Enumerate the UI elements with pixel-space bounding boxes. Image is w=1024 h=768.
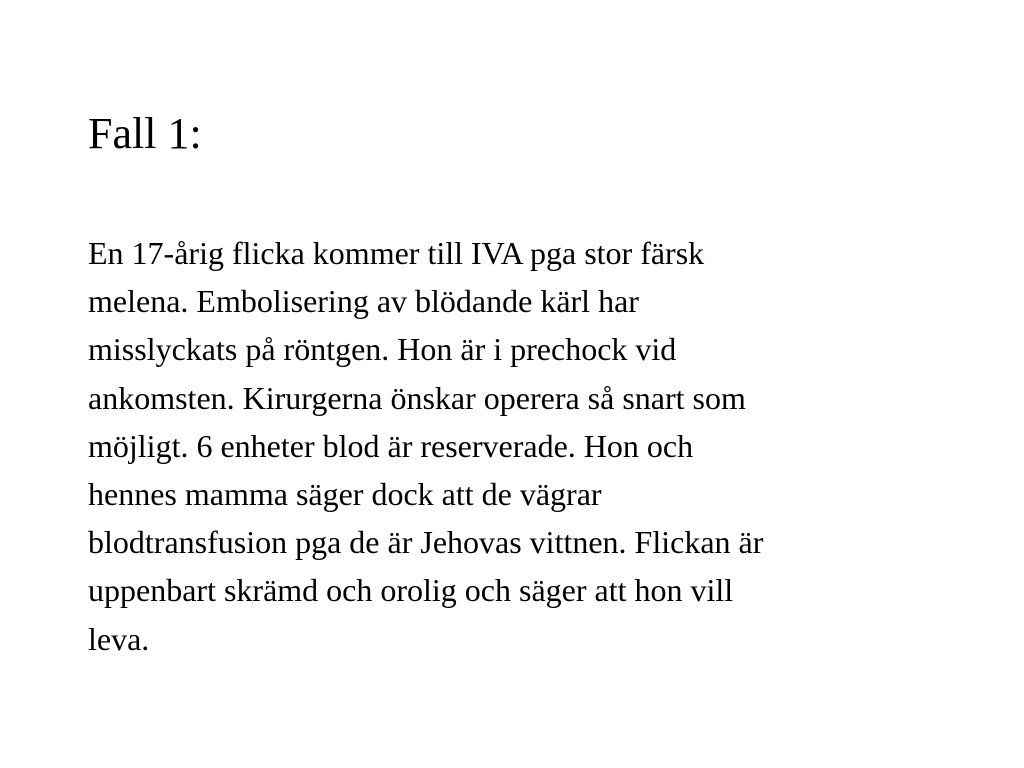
body-line: möjligt. 6 enheter blod är reserverade. Hon och — [88, 427, 694, 464]
body-line: En 17-årig flicka kommer till IVA pga stor färsk — [88, 235, 705, 271]
slide-title: Fall 1: — [88, 109, 202, 158]
body-line: uppenbart skrämd och orolig och säger att hon vill — [88, 572, 734, 609]
body-line: hennes mamma säger dock att de vägrar — [88, 476, 602, 513]
body-line: leva. — [88, 620, 150, 657]
body-line: melena. Embolisering av blödande kärl har — [88, 283, 639, 320]
body-line: blodtransfusion pga de är Jehovas vittnen. Flickan är — [88, 524, 764, 561]
body-line: ankomsten. Kirurgerna önskar operera så snart som — [88, 379, 746, 416]
body-line: misslyckats på röntgen. Hon är i prechock vid — [88, 331, 677, 368]
slide-body-text — [88, 229, 948, 663]
